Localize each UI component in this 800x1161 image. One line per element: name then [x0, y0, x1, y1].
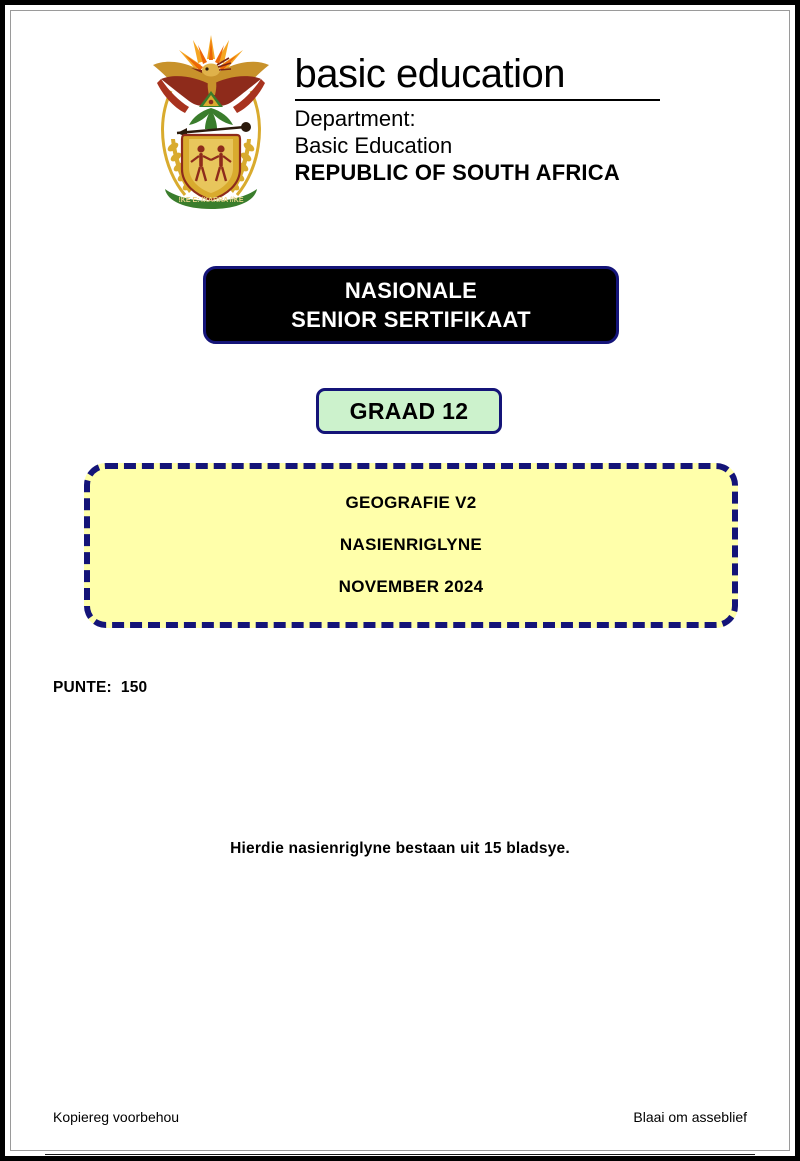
footer-divider [45, 1154, 755, 1155]
certificate-line-2: SENIOR SERTIFIKAAT [291, 307, 531, 332]
page-count-notice [11, 840, 789, 858]
page-footer [53, 1109, 747, 1125]
total-marks: PUNTE: 150 [53, 679, 148, 696]
grade-banner [316, 388, 502, 434]
page-count-text: Hierdie nasienriglyne bestaan uit 15 bladsye. [230, 840, 570, 857]
subject-exam-period: NOVEMBER 2024 [338, 576, 484, 596]
subject-document-type: NASIENRIGLYNE [339, 535, 483, 555]
grade-label: GRAAD 12 [349, 397, 469, 424]
brand-title: basic education [294, 52, 565, 96]
copyright-notice: Kopiereg voorbehou [53, 1109, 180, 1125]
country-name: REPUBLIC OF SOUTH AFRICA [294, 159, 620, 185]
certificate-banner [203, 266, 619, 344]
brand-rule [295, 99, 660, 101]
department-name: Basic Education [294, 132, 453, 158]
page-inner-border [10, 10, 790, 1151]
subject-banner [84, 463, 738, 628]
department-wordmark [295, 29, 660, 186]
turn-over-notice: Blaai om asseblief [633, 1109, 747, 1125]
department-label: Department: [294, 106, 416, 131]
subject-paper: GEOGRAFIE V2 [345, 493, 477, 513]
coat-of-arms-icon [141, 29, 281, 209]
certificate-line-1: NASIONALE [344, 277, 478, 303]
letterhead [11, 29, 789, 209]
svg-text:!KE E: /XARRA //KE: !KE E: /XARRA //KE [177, 197, 244, 204]
